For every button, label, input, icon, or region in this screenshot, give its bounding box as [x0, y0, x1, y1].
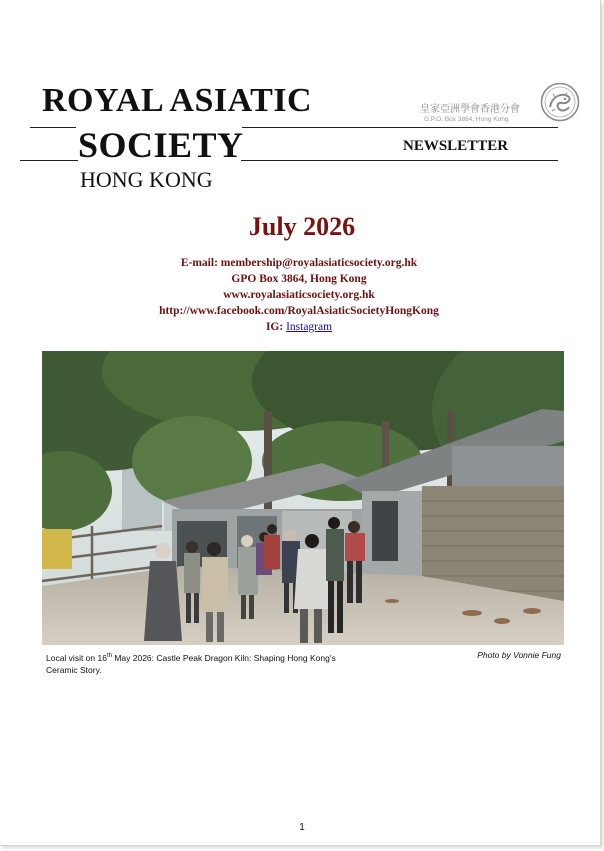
newsletter-label: NEWSLETTER	[403, 138, 509, 154]
contact-instagram-line	[0, 321, 598, 333]
instagram-link[interactable]: Instagram	[286, 321, 333, 333]
kiln-visit-photo	[42, 351, 564, 645]
photo-credit: Photo by Vonnie Fung	[477, 650, 561, 660]
photo-caption	[46, 650, 346, 676]
contact-email: E-mail: membership@royalasiaticsociety.org.hk	[180, 257, 418, 269]
caption-ordinal-suffix: th	[106, 653, 112, 659]
caption-text-rest: May 2026: Castle Peak Dragon Kiln: Shaping Hong Kong’s Ceramic Story.	[46, 652, 336, 675]
instagram-prefix: IG:	[265, 321, 284, 333]
caption-text-prefix: Local visit on 16	[46, 652, 107, 663]
kiln-visit-scene	[42, 351, 564, 645]
masthead-title-line-3: HONG KONG	[80, 167, 213, 192]
masthead-rule-bottom-left	[20, 160, 78, 161]
contact-facebook: http://www.facebook.com/RoyalAsiaticSocietyHongKong	[159, 305, 439, 317]
page-number: 1	[299, 822, 305, 833]
society-seal-icon	[540, 82, 580, 122]
masthead-rule-top-right	[242, 127, 558, 128]
masthead-title-line-1: ROYAL ASIATIC	[42, 82, 313, 119]
chinese-society-name: 皇家亞洲學會香港分會	[420, 104, 520, 115]
masthead-rule-bottom-right	[241, 160, 558, 161]
masthead-title-line-2: SOCIETY	[78, 125, 244, 165]
contact-postal-address: GPO Box 3864, Hong Kong	[231, 273, 367, 285]
masthead-po-box: G.P.O. Box 3864, Hong Kong	[424, 116, 509, 123]
contact-website: www.royalasiaticsociety.org.hk	[223, 289, 375, 301]
masthead-rule-top-left	[30, 127, 76, 128]
issue-date: July 2026	[248, 212, 356, 241]
